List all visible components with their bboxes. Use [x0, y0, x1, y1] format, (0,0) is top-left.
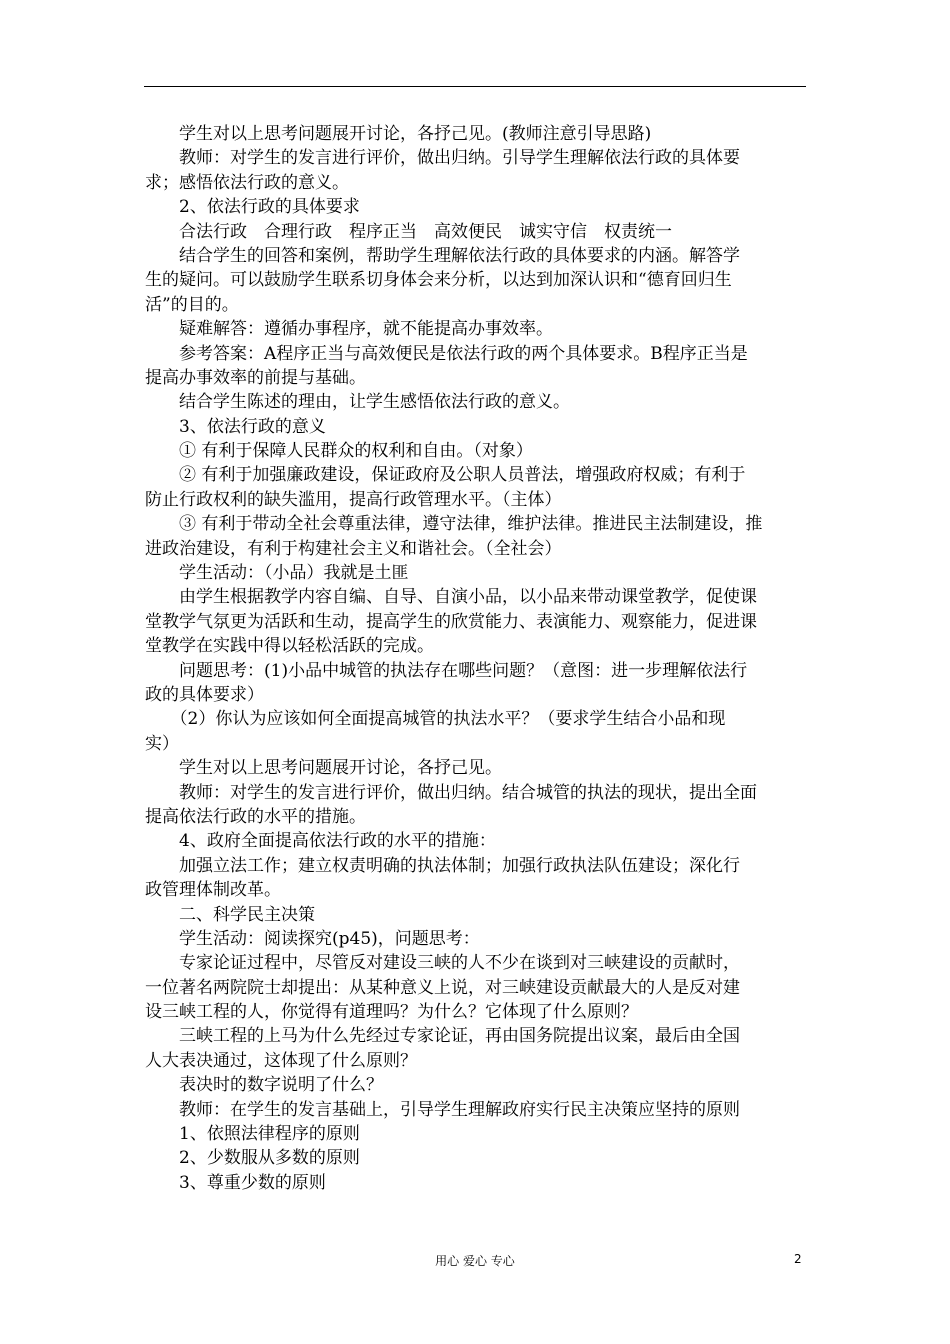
text-line: 由学生根据教学内容自编、自导、自演小品，以小品来带动课堂教学，促使课: [145, 587, 757, 608]
text-line: 提高办事效率的前提与基础。: [145, 367, 366, 388]
text-line: 3、尊重少数的原则: [145, 1172, 326, 1193]
text-line: 4、政府全面提高依法行政的水平的措施：: [145, 831, 496, 852]
text-line: 政的具体要求）: [145, 684, 264, 705]
text-line: 堂教学气氛更为活跃和生动，提高学生的欣赏能力、表演能力、观察能力，促进课: [145, 611, 757, 632]
text-line: 政管理体制改革。: [145, 880, 281, 901]
text-line: 表决时的数字说明了什么？: [145, 1075, 383, 1096]
text-line: ③ 有利于带动全社会尊重法律，遵守法律，维护法律。推进民主法制建设，推: [145, 514, 763, 535]
text-line: 生的疑问。可以鼓励学生联系切身体会来分析，以达到加深认识和“德育回归生: [145, 270, 732, 291]
text-line: 三峡工程的上马为什么先经过专家论证，再由国务院提出议案，最后由全国: [145, 1026, 740, 1047]
text-line: 进政治建设，有利于构建社会主义和谐社会。（全社会）: [145, 538, 562, 559]
text-line: 3、依法行政的意义: [145, 416, 326, 437]
text-line: 1、依照法律程序的原则: [145, 1124, 360, 1145]
text-line: ② 有利于加强廉政建设，保证政府及公职人员普法，增强政府权威；有利于: [145, 465, 746, 486]
text-line: 求；感悟依法行政的意义。: [145, 172, 349, 193]
text-line: 加强立法工作；建立权责明确的执法体制；加强行政执法队伍建设；深化行: [145, 855, 740, 876]
text-line: 专家论证过程中，尽管反对建设三峡的人不少在谈到对三峡建设的贡献时，: [145, 953, 740, 974]
text-line: 实）: [145, 733, 179, 754]
footer-slogan: 用心 爱心 专心: [435, 1254, 515, 1268]
text-line: 2、少数服从多数的原则: [145, 1148, 360, 1169]
text-line: ① 有利于保障人民群众的权利和自由。（对象）: [145, 441, 533, 462]
text-line: 二、科学民主决策: [145, 904, 315, 925]
text-line: 设三峡工程的人，你觉得有道理吗？为什么？它体现了什么原则？: [145, 1002, 638, 1023]
text-line: 结合学生的回答和案例，帮助学生理解依法行政的具体要求的内涵。解答学: [145, 245, 740, 266]
text-line: 堂教学在实践中得以轻松活跃的完成。: [145, 636, 434, 657]
text-line: 参考答案：A程序正当与高效便民是依法行政的两个具体要求。B程序正当是: [145, 343, 748, 364]
text-line: 合法行政 合理行政 程序正当 高效便民 诚实守信 权责统一: [145, 221, 672, 242]
text-line: 学生对以上思考问题展开讨论，各抒己见。(教师注意引导思路): [145, 124, 652, 144]
header-rule: [144, 86, 806, 87]
text-line: 一位著名两院院士却提出：从某种意义上说，对三峡建设贡献最大的人是反对建: [145, 977, 740, 998]
text-line: 教师：对学生的发言进行评价，做出归纳。结合城管的执法的现状，提出全面: [145, 782, 757, 803]
text-line: 教师：在学生的发言基础上，引导学生理解政府实行民主决策应坚持的原则: [145, 1099, 740, 1120]
text-line: 活”的目的。: [145, 294, 239, 315]
text-line: 结合学生陈述的理由，让学生感悟依法行政的意义。: [145, 392, 570, 413]
text-line: 学生活动：（小品）我就是土匪: [145, 563, 409, 584]
text-line: 教师：对学生的发言进行评价，做出归纳。引导学生理解依法行政的具体要: [145, 148, 740, 169]
document-body: [145, 122, 807, 1195]
page-number: 2: [794, 1252, 802, 1266]
text-line: （2）你认为应该如何全面提高城管的执法水平？（要求学生结合小品和现: [145, 709, 726, 730]
text-line: 人大表决通过，这体现了什么原则？: [145, 1050, 417, 1071]
text-line: 提高依法行政的水平的措施。: [145, 806, 366, 827]
text-line: 2、依法行政的具体要求: [145, 197, 360, 218]
text-line: 学生活动：阅读探究(p45)，问题思考：: [145, 928, 480, 949]
text-line: 问题思考：(1)小品中城管的执法存在哪些问题？（意图：进一步理解依法行: [145, 660, 748, 681]
text-line: 学生对以上思考问题展开讨论，各抒己见。: [145, 758, 502, 779]
text-line: 疑难解答：遵循办事程序，就不能提高办事效率。: [145, 319, 553, 340]
text-line: 防止行政权利的缺失滥用，提高行政管理水平。（主体）: [145, 489, 562, 510]
